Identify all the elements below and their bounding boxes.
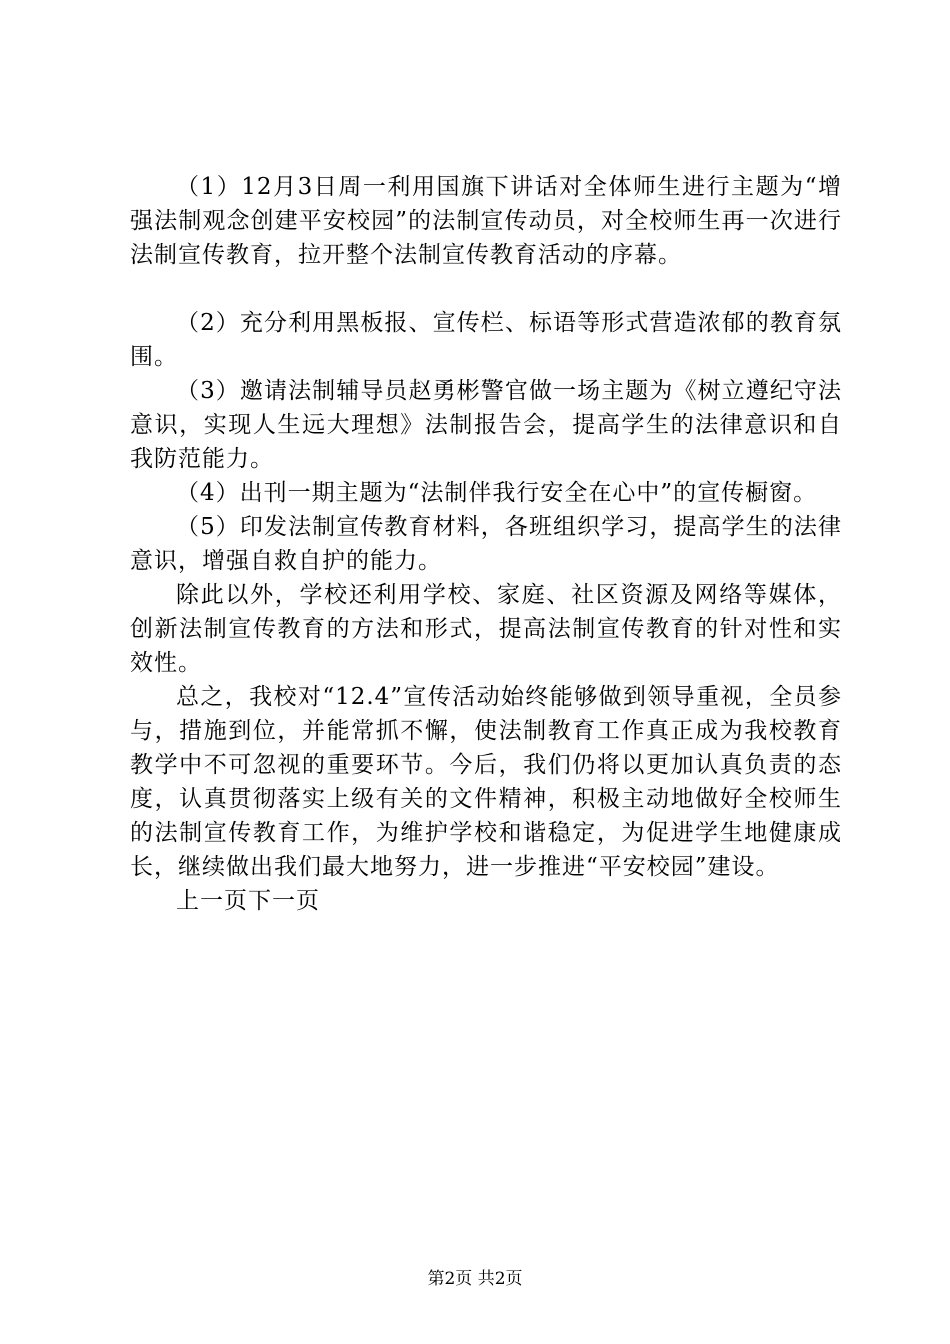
- paragraph-7: 总之，我校对“12.4”宣传活动始终能够做到领导重视，全员参与，措施到位，并能常抓不懈，使法制教育工作真正成为我校教育教学中不可忽视的重要环节。今后，我们仍将以更加认真负责的态度，认真贯彻落实上级有关的文件精神，积极主动地做好全校师生的法制宣传教育工作，为维护学校和谐稳定，为促进学生地健康成长，继续做出我们最大地努力，进一步推进“平安校园”建设。: [130, 684, 842, 880]
- page-navigation-text: 上一页下一页: [176, 888, 320, 914]
- paragraph-spacer: [130, 272, 842, 306]
- paragraph-4: （4）出刊一期主题为“法制伴我行安全在心中”的宣传橱窗。: [176, 480, 818, 506]
- paragraph-5: （5）印发法制宣传教育材料，各班组织学习，提高学生的法律意识，增强自救自护的能力。: [130, 514, 842, 574]
- paragraph-1: （1）12月3日周一利用国旗下讲话对全体师生进行主题为“增强法制观念创建平安校园”的法制宣传动员，对全校师生再一次进行法制宣传教育，拉开整个法制宣传教育活动的序幕。: [130, 174, 842, 268]
- paragraph-2: （2）充分利用黑板报、宣传栏、标语等形式营造浓郁的教育氛围。: [130, 310, 842, 370]
- paragraph-3: （3）邀请法制辅导员赵勇彬警官做一场主题为《树立遵纪守法意识，实现人生远大理想》法制报告会，提高学生的法律意识和自我防范能力。: [130, 378, 842, 472]
- page-number-footer: 第2页 共2页: [427, 1269, 523, 1289]
- document-body: [130, 170, 842, 918]
- paragraph-6: 除此以外，学校还利用学校、家庭、社区资源及网络等媒体，创新法制宣传教育的方法和形式，提高法制宣传教育的针对性和实效性。: [130, 582, 842, 676]
